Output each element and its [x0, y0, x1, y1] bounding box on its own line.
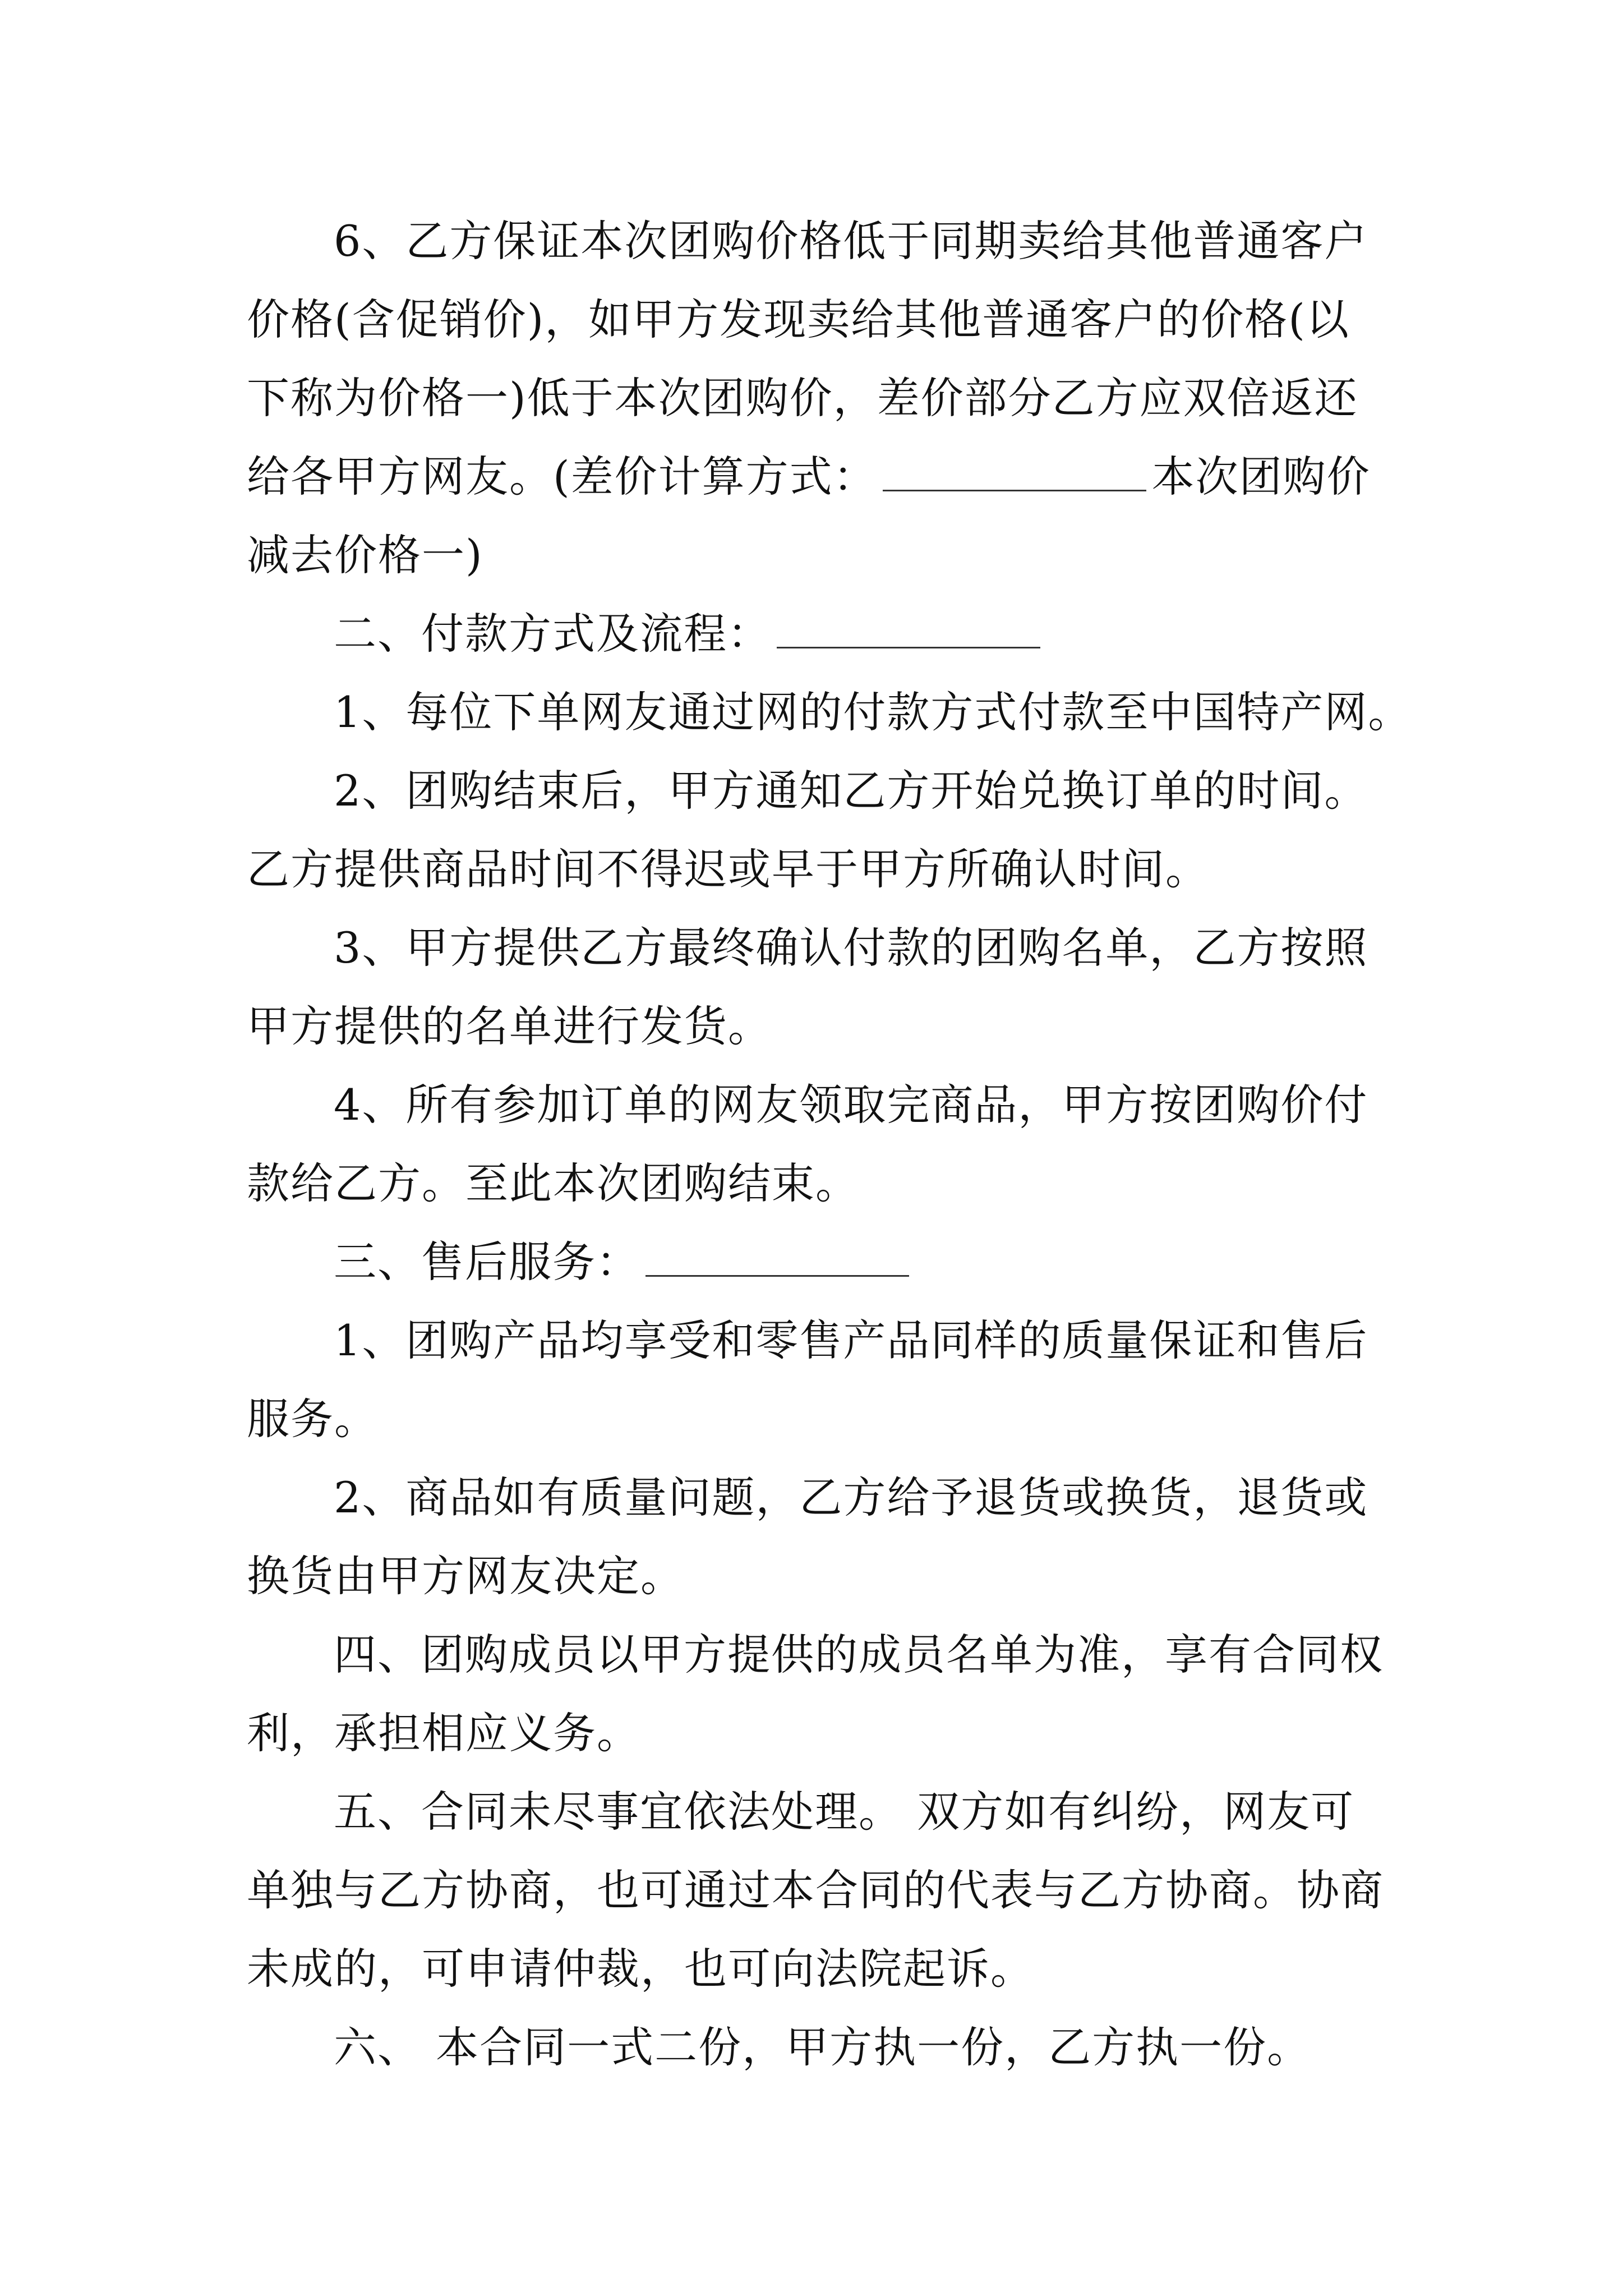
text-line: 6、乙方保证本次团购价格低于同期卖给其他普通客户 — [334, 216, 1368, 266]
section-heading: 四、团购成员以甲方提供的成员名单为准，享有合同权 — [334, 1630, 1384, 1680]
text-line: 4、所有参加订单的网友领取完商品，甲方按团购价付 — [334, 1080, 1368, 1130]
text-line: 下称为价格一)低于本次团购价，差价部分乙方应双倍返还 — [247, 373, 1358, 423]
fill-in-blank — [883, 450, 1146, 491]
section-heading: 五、合同未尽事宜依法处理。 双方如有纠纷，网友可 — [334, 1787, 1355, 1837]
text-line: 1、团购产品均享受和零售产品同样的质量保证和售后 — [334, 1315, 1368, 1365]
text-line: 单独与乙方协商，也可通过本合同的代表与乙方协商。协商 — [247, 1865, 1384, 1915]
text-line: 1、每位下单网友通过网的付款方式付款至中国特产网。 — [334, 687, 1412, 737]
text-line: 2、团购结束后，甲方通知乙方开始兑换订单的时间。 — [334, 766, 1368, 816]
text-line: 未成的，可申请仲裁，也可向法院起诉。 — [247, 1944, 1034, 1994]
text-line: 款给乙方。至此本次团购结束。 — [247, 1158, 859, 1208]
text-line: 减去价格一) — [247, 530, 483, 580]
text-line: 服务。 — [247, 1394, 378, 1444]
text-line: 3、甲方提供乙方最终确认付款的团购名单，乙方按照 — [334, 923, 1368, 973]
text-line: 给各甲方网友。(差价计算方式： 本次团购价 — [247, 452, 1371, 501]
text-line: 利，承担相应义务。 — [247, 1708, 640, 1758]
text-line: 乙方提供商品时间不得迟或早于甲方所确认时间。 — [247, 844, 1209, 894]
section-heading: 三、售后服务： — [334, 1234, 1478, 1290]
section-heading: 六、 本合同一式二份，甲方执一份，乙方执一份。 — [334, 2022, 1311, 2072]
section-heading: 二、付款方式及流程： — [334, 606, 1478, 662]
text-line: 换货由甲方网友决定。 — [247, 1551, 684, 1601]
fill-in-blank — [645, 1236, 909, 1277]
text-line: 价格(含促销价)，如甲方发现卖给其他普通客户的价格(以 — [247, 295, 1350, 344]
fill-in-blank — [777, 608, 1040, 648]
text-line: 甲方提供的名单进行发货。 — [247, 1001, 772, 1051]
text-line: 2、商品如有质量问题，乙方给予退货或换货，退货或 — [334, 1473, 1368, 1522]
